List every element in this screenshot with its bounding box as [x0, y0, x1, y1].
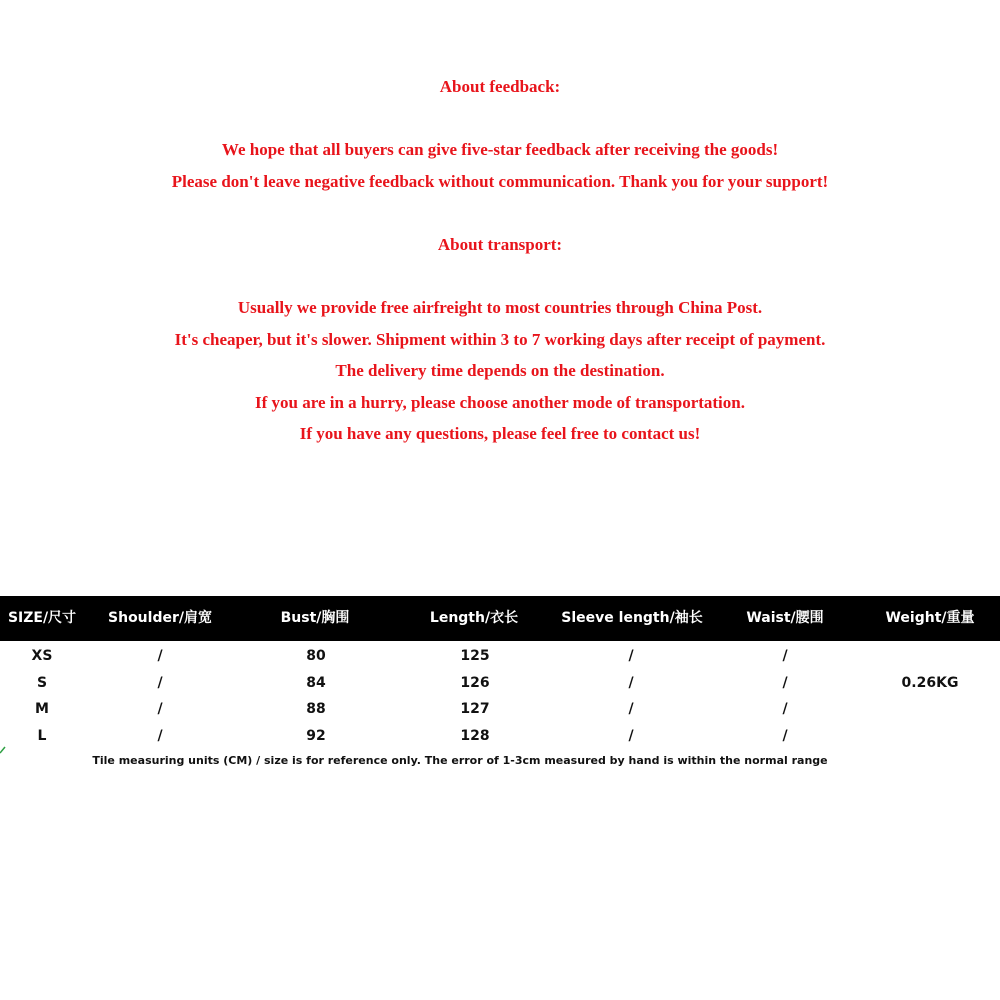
transport-line: It's cheaper, but it's slower. Shipment within 3 to 7 working days after receipt of payment.	[174, 330, 826, 349]
transport-title: About transport:	[437, 235, 563, 254]
cell-sleeve: /	[628, 701, 634, 717]
header-shoulder: Shoulder/肩宽	[108, 610, 212, 626]
cell-length: 127	[460, 701, 490, 717]
transport-line: If you are in a hurry, please choose another mode of transportation.	[254, 393, 745, 412]
transport-line: The delivery time depends on the destination.	[335, 361, 665, 380]
cell-shoulder: /	[157, 728, 163, 744]
header-length: Length/衣长	[429, 610, 519, 626]
transport-line: Usually we provide free airfreight to most countries through China Post.	[237, 298, 763, 317]
cell-waist: /	[782, 648, 788, 664]
feedback-title: About feedback:	[439, 77, 561, 96]
cell-waist: /	[782, 675, 788, 691]
cell-size: S	[36, 675, 48, 691]
cell-waist: /	[782, 728, 788, 744]
cell-bust: 80	[306, 648, 326, 664]
cell-sleeve: /	[628, 675, 634, 691]
header-waist: Waist/腰围	[746, 610, 824, 626]
size-chart-header	[0, 596, 1000, 641]
cell-shoulder: /	[157, 701, 163, 717]
cell-length: 125	[460, 648, 490, 664]
cell-shoulder: /	[157, 648, 163, 664]
header-weight: Weight/重量	[885, 610, 975, 626]
header-sleeve-length: Sleeve length/袖长	[561, 610, 703, 626]
feedback-line: We hope that all buyers can give five-star feedback after receiving the goods!	[221, 140, 779, 159]
cell-weight: 0.26KG	[901, 675, 959, 691]
measurement-note: Tile measuring units (CM) / size is for reference only. The error of 1-3cm measured by hand is within the normal range	[92, 754, 828, 767]
transport-line: If you have any questions, please feel free to contact us!	[299, 424, 701, 443]
cell-bust: 88	[306, 701, 326, 717]
cell-length: 128	[460, 728, 490, 744]
cell-size: M	[35, 701, 49, 717]
cell-bust: 84	[306, 675, 326, 691]
green-tick-mark	[0, 746, 6, 754]
cell-length: 126	[460, 675, 490, 691]
header-size: SIZE/尺寸	[7, 610, 77, 626]
cell-shoulder: /	[157, 675, 163, 691]
cell-waist: /	[782, 701, 788, 717]
header-bust: Bust/胸围	[280, 610, 350, 626]
cell-sleeve: /	[628, 648, 634, 664]
cell-size: XS	[31, 648, 53, 664]
cell-bust: 92	[306, 728, 326, 744]
feedback-line: Please don't leave negative feedback without communication. Thank you for your support!	[171, 172, 829, 191]
cell-sleeve: /	[628, 728, 634, 744]
cell-size: L	[37, 728, 47, 744]
